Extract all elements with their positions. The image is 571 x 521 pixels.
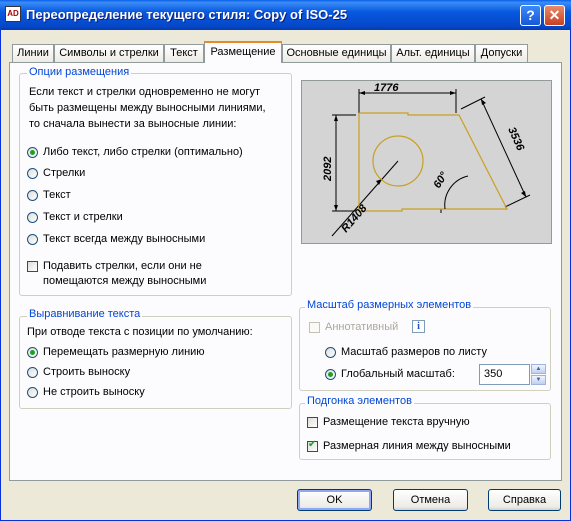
preview-drawing	[302, 81, 551, 243]
radio-add-leader-label[interactable]: Строить выноску	[43, 366, 131, 378]
manual-text-placement-label[interactable]: Размещение текста вручную	[323, 416, 470, 428]
radio-always-keep-text[interactable]	[27, 234, 38, 245]
fit-description-line-3: то сначала вынести за выносные линии:	[29, 118, 237, 130]
window-title: Переопределение текущего стиля: Copy of ISO-25	[26, 7, 348, 22]
radio-text-and-arrows-label[interactable]: Текст и стрелки	[43, 211, 123, 223]
fit-description-line-2: быть размещены между выносными линиями,	[29, 102, 266, 114]
preview-dim-top: 1776	[374, 82, 399, 94]
spin-up-icon[interactable]: ▲	[531, 364, 546, 374]
tab-primary-units[interactable]: Основные единицы	[282, 44, 391, 62]
suppress-arrows-checkbox[interactable]	[27, 261, 38, 272]
radio-arrows[interactable]	[27, 168, 38, 179]
title-bar[interactable]	[0, 0, 571, 30]
preview-shape	[359, 113, 507, 211]
text-placement-prompt: При отводе текста с позиции по умолчанию:	[27, 326, 253, 338]
tab-fit[interactable]: Размещение	[204, 41, 282, 63]
radio-text-label[interactable]: Текст	[43, 189, 71, 201]
ok-button[interactable]: OK	[297, 489, 372, 511]
cancel-button[interactable]: Отмена	[393, 489, 468, 511]
radio-text[interactable]	[27, 190, 38, 201]
draw-dim-line-label[interactable]: Размерная линия между выносными	[323, 440, 511, 452]
close-title-button[interactable]: ✕	[544, 5, 565, 26]
suppress-arrows-label-1[interactable]: Подавить стрелки, если они не	[43, 260, 202, 272]
radio-always-keep-text-label[interactable]: Текст всегда между выносными	[43, 233, 206, 245]
tab-lines[interactable]: Линии	[12, 44, 54, 62]
help-button[interactable]: Справка	[488, 489, 561, 511]
radio-no-leader[interactable]	[27, 387, 38, 398]
global-scale-input[interactable]: 350	[479, 364, 530, 385]
radio-global-scale[interactable]	[325, 369, 336, 380]
radio-no-leader-label[interactable]: Не строить выноску	[43, 386, 145, 398]
preview-angle: 60°	[431, 170, 451, 191]
tab-alt-units[interactable]: Альт. единицы	[391, 44, 475, 62]
annotative-checkbox[interactable]	[309, 322, 320, 333]
radio-text-or-arrows-label[interactable]: Либо текст, либо стрелки (оптимально)	[43, 146, 243, 158]
help-title-button[interactable]: ?	[520, 5, 541, 26]
radio-arrows-label[interactable]: Стрелки	[43, 167, 86, 179]
radio-scale-to-layout-label[interactable]: Масштаб размеров по листу	[341, 346, 487, 358]
radio-global-scale-label[interactable]: Глобальный масштаб:	[341, 368, 455, 380]
preview-dim-right: 3536	[505, 125, 527, 153]
fine-tuning-legend: Подгонка элементов	[307, 395, 412, 407]
tab-tolerances[interactable]: Допуски	[475, 44, 528, 62]
info-icon[interactable]: i	[412, 320, 425, 333]
radio-move-dim-line[interactable]	[27, 347, 38, 358]
radio-text-or-arrows[interactable]	[27, 147, 38, 158]
tab-text[interactable]: Текст	[164, 44, 204, 62]
radio-scale-to-layout[interactable]	[325, 347, 336, 358]
app-icon: AD	[5, 6, 21, 22]
annotative-label[interactable]: Аннотативный	[325, 321, 399, 333]
fit-options-legend: Опции размещения	[29, 66, 130, 78]
spin-down-icon[interactable]: ▼	[531, 375, 546, 385]
scale-legend: Масштаб размерных элементов	[307, 299, 472, 311]
preview-image	[301, 80, 552, 244]
radio-text-and-arrows[interactable]	[27, 212, 38, 223]
suppress-arrows-label-2[interactable]: помещаются между выносными	[43, 275, 207, 287]
preview-dim-left: 2092	[322, 156, 334, 181]
fit-description-line-1: Если текст и стрелки одновременно не могут	[29, 86, 260, 98]
preview-radius: R1408	[339, 202, 370, 235]
manual-text-placement-checkbox[interactable]	[307, 417, 318, 428]
tab-symbols-arrows[interactable]: Символы и стрелки	[54, 44, 164, 62]
radio-move-dim-line-label[interactable]: Перемещать размерную линию	[43, 346, 205, 358]
text-placement-legend: Выравнивание текста	[29, 308, 141, 320]
radio-add-leader[interactable]	[27, 367, 38, 378]
draw-dim-line-checkbox[interactable]	[307, 441, 318, 452]
